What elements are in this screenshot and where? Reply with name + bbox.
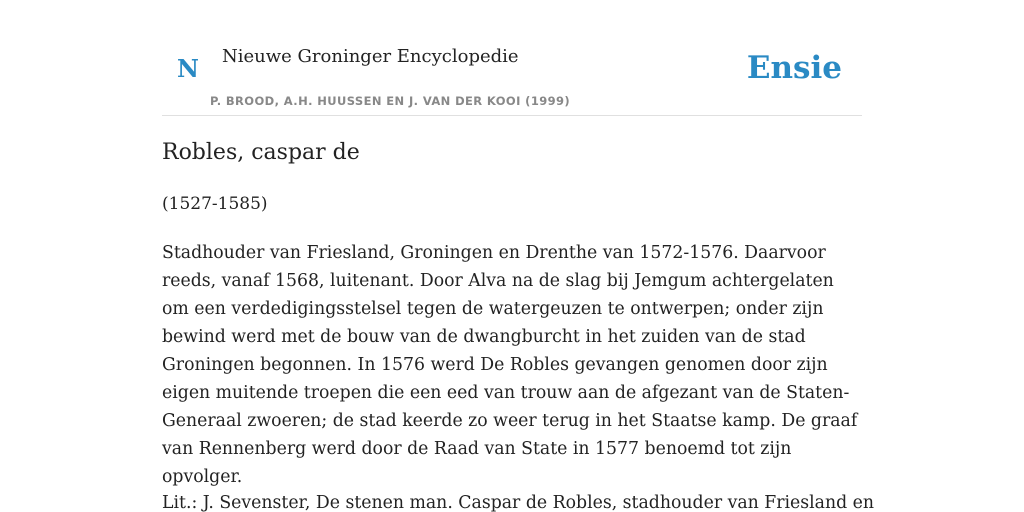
entry-literature: Lit.: J. Sevenster, De stenen man. Caspar de Robles, stadhouder van Friesland en xyxy=(162,493,875,512)
book-authors: P. BROOD, A.H. HUUSSEN EN J. VAN DER KOOI (1999) xyxy=(210,94,571,108)
book-logo[interactable]: N xyxy=(177,54,199,83)
entry-title: Robles, caspar de xyxy=(162,140,360,165)
ensie-logo-link[interactable]: Ensie xyxy=(746,50,842,86)
entry-body: Stadhouder van Friesland, Groningen en Drenthe van 1572-1576. Daarvoor reeds, vanaf 1568, luitenant. Door Alva na de slag bij Jemgum achtergelaten om een verdedigingsstelsel tegen de watergeuzen te ontwerpen; onder zijn bewind werd met de bouw van de dwangburcht in het zuiden van de stad Groningen begonnen. In 1576 werd De Robles gevangen genomen door zijn eigen muitende troepen die een eed van trouw aan de afgezant van de Staten-Generaal zwoeren; de stad keerde zo weer terug in het Staatse kamp. De graaf van Rennenberg werd door de Raad van State in 1577 benoemd tot zijn opvolger. xyxy=(162,243,858,487)
entry-dates: (1527-1585) xyxy=(162,194,268,214)
book-title-link[interactable]: Nieuwe Groninger Encyclopedie xyxy=(222,46,519,67)
book-header xyxy=(162,38,862,116)
